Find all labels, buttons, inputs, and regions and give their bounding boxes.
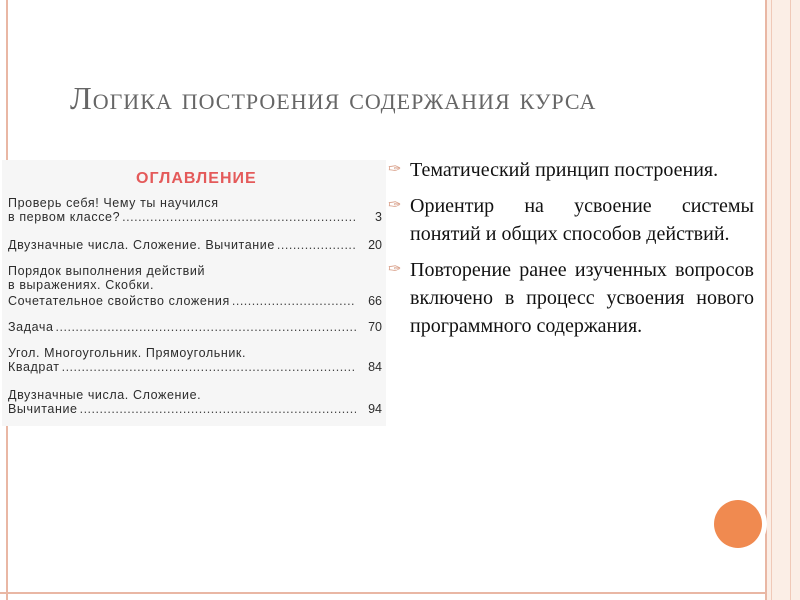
toc-entry-text: Задача bbox=[8, 320, 54, 334]
toc-line bbox=[8, 264, 382, 278]
table-of-contents-image bbox=[2, 160, 386, 426]
toc-line bbox=[8, 196, 382, 210]
toc-leader-dots bbox=[80, 402, 356, 416]
toc-page-number: 94 bbox=[368, 402, 382, 416]
decorative-orange-circle bbox=[714, 500, 762, 548]
toc-entry-text: Сочетательное свойство сложения bbox=[8, 294, 230, 308]
toc-entry-text: в выражениях. Скобки. bbox=[8, 278, 155, 292]
toc-line bbox=[8, 320, 382, 334]
toc-page-number: 3 bbox=[375, 210, 382, 224]
bullet-text: Повторение ранее изученных вопросов включено в процесс усвоения нового программного содержания. bbox=[410, 259, 754, 337]
toc-heading: ОГЛАВЛЕНИЕ bbox=[136, 170, 257, 187]
slide-title: Логика построения содержания курса bbox=[70, 80, 597, 116]
bullet-arrow-icon: ✑ bbox=[388, 261, 402, 278]
toc-page-number: 84 bbox=[368, 360, 382, 374]
bullet-item bbox=[388, 156, 754, 184]
frame-line-bottom bbox=[0, 592, 800, 594]
bullet-text: Ориентир на усвоение системы понятий и общих способов действий. bbox=[410, 195, 754, 245]
toc-line bbox=[8, 294, 382, 308]
toc-line bbox=[8, 238, 382, 252]
toc-entry-text: в первом классе? bbox=[8, 210, 121, 224]
toc-leader-dots bbox=[56, 320, 356, 334]
toc-line bbox=[8, 360, 382, 374]
bullet-list bbox=[388, 156, 754, 348]
decorative-line bbox=[765, 0, 767, 600]
toc-entry bbox=[8, 294, 382, 308]
toc-line bbox=[8, 388, 382, 402]
toc-entry bbox=[8, 196, 382, 224]
toc-line bbox=[8, 346, 382, 360]
toc-entry-text: Квадрат bbox=[8, 360, 60, 374]
toc-page-number: 66 bbox=[368, 294, 382, 308]
toc-leader-dots bbox=[277, 238, 356, 252]
toc-page-number: 20 bbox=[368, 238, 382, 252]
toc-leader-dots bbox=[232, 294, 356, 308]
toc-line bbox=[8, 278, 382, 292]
decorative-line bbox=[771, 0, 772, 600]
toc-entry-text: Проверь себя! Чему ты научился bbox=[8, 196, 219, 210]
toc-entry-text: Порядок выполнения действий bbox=[8, 264, 206, 278]
toc-entry-text: Двузначные числа. Сложение. bbox=[8, 388, 202, 402]
bullet-item bbox=[388, 256, 754, 340]
bullet-text: Тематический принцип построения. bbox=[410, 159, 719, 181]
toc-entry bbox=[8, 320, 382, 334]
toc-leader-dots bbox=[62, 360, 356, 374]
bullet-arrow-icon: ✑ bbox=[388, 197, 402, 214]
toc-entry-text: Угол. Многоугольник. Прямоугольник. bbox=[8, 346, 247, 360]
toc-entry bbox=[8, 388, 382, 416]
bullet-arrow-icon: ✑ bbox=[388, 161, 402, 178]
toc-entry-text: Вычитание bbox=[8, 402, 78, 416]
toc-page-number: 70 bbox=[368, 320, 382, 334]
decorative-line bbox=[790, 0, 791, 600]
toc-entry bbox=[8, 346, 382, 374]
toc-entry bbox=[8, 238, 382, 252]
toc-entry bbox=[8, 264, 382, 292]
toc-line bbox=[8, 210, 382, 224]
toc-line bbox=[8, 402, 382, 416]
bullet-item bbox=[388, 192, 754, 248]
toc-entry-text: Двузначные числа. Сложение. Вычитание bbox=[8, 238, 275, 252]
toc-leader-dots bbox=[122, 210, 356, 224]
